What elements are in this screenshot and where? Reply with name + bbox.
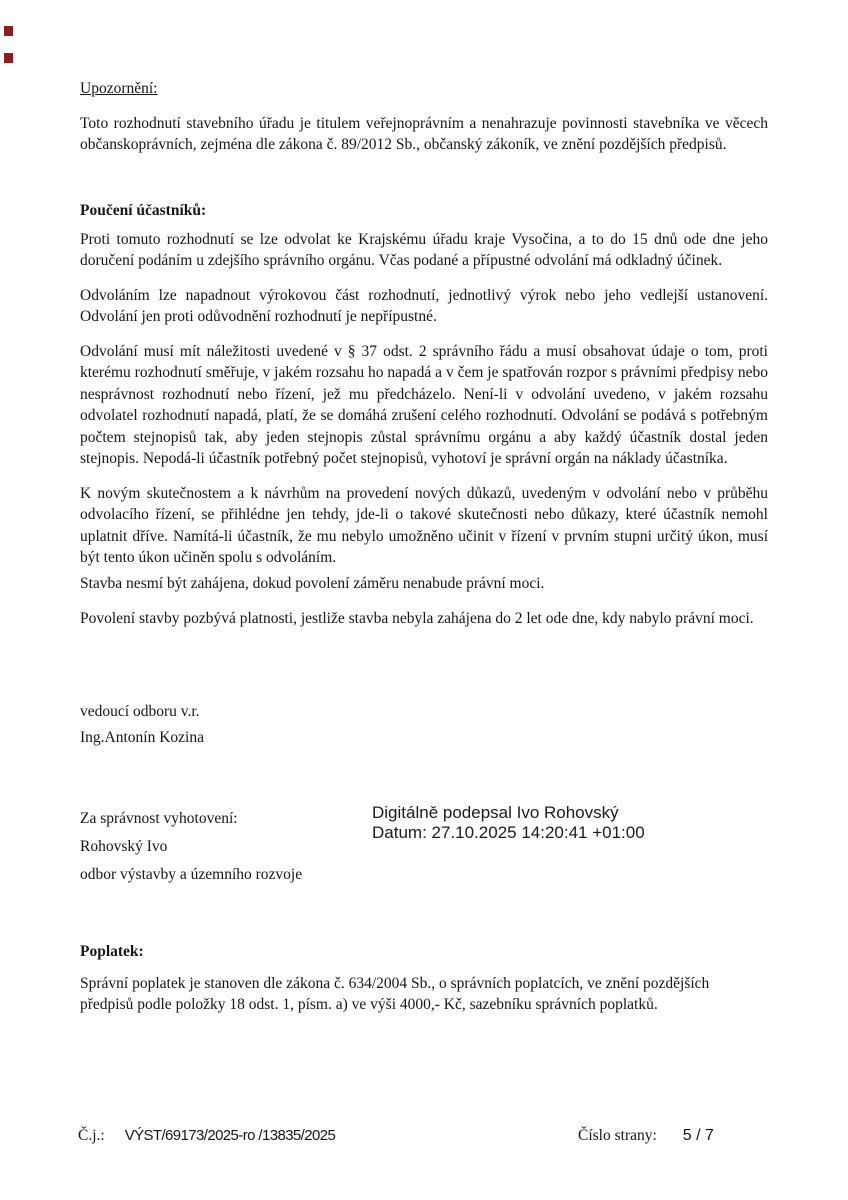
advice-paragraph: Stavba nesmí být zahájena, dokud povolení záměru nenabude právní moci. (80, 575, 545, 592)
advice-paragraph: K novým skutečnostem a k návrhům na provedení nových důkazů, uvedeným v odvolání nebo v průběhu odvolacího řízení, se přihlédne jen tehdy, jde-li o takové skutečnosti nebo důkazy, které účastník nemohl uplatnit dříve. Namítá-li účastník, že mu nebylo umožněno učinit v řízení v prvním stupni určitý úkon, musí být tento úkon učiněn spolu s odvoláním. (80, 484, 768, 566)
signoff-name: Ing.Antonín Kozina (80, 728, 204, 746)
advice-paragraph: Odvoláním lze napadnout výrokovou část rozhodnutí, jednotlivý výrok nebo jeho vedlejší ustanovení. Odvolání jen proti odůvodnění rozhodnutí je nepřípustné. (80, 286, 768, 325)
reference-number-value: VÝST/69173/2025-ro /13835/2025 (124, 1127, 336, 1144)
page-number-block (578, 1127, 714, 1145)
certification-label: Za správnost vyhotovení: (80, 810, 238, 827)
signoff-section (80, 701, 768, 752)
annotation-mark (4, 53, 13, 63)
digital-signature-date: Datum: 27.10.2025 14:20:41 +01:00 (372, 823, 645, 842)
fee-text-line: Správní poplatek je stanoven dle zákona č. 634/2004 Sb., o správních poplatcích, ve znění pozdějších (80, 974, 710, 992)
certification-department: odbor výstavby a územního rozvoje (80, 866, 303, 883)
signoff-title: vedoucí odboru v.r. (80, 703, 200, 720)
page-number-label: Číslo strany: (578, 1127, 657, 1144)
digital-signature-signer: Digitálně podepsal Ivo Rohovský (372, 803, 619, 822)
certification-left-column (80, 808, 302, 892)
fee-section (80, 941, 768, 1016)
annotation-mark (4, 26, 13, 36)
advice-paragraph: Odvolání musí mít náležitosti uvedené v § 37 odst. 2 správního řádu a musí obsahovat údaje o tom, proti kterému rozhodnutí směřuje, v jakém rozsahu ho napadá a v čem je spatřován rozpor s právními předpisy nebo nesprávnost rozhodnutí nebo řízení, jež mu předcházelo. Není-li v odvolání uvedeno, v jakém rozsahu odvolatel rozhodnutí napadá, platí, že se domáhá zrušení celého rozhodnutí. Odvolání se podává s potřebným počtem stejnopisů tak, aby jeden stejnopis zůstal správnímu orgánu a aby každý účastník dostal jeden stejnopis. Nepodá-li účastník potřebný počet stejnopisů, vyhotoví je správní orgán na náklady účastníka. (80, 342, 768, 467)
page-number-value: 5 / 7 (682, 1127, 714, 1144)
fee-text-line: předpisů podle položky 18 odst. 1, písm. a) ve výši 4000,- Kč, sazebníku správních poplatků. (80, 996, 658, 1013)
advice-paragraph: Povolení stavby pozbývá platnosti, jestliže stavba nebyla zahájena do 2 let ode dne, kdy nabylo právní moci. (80, 609, 754, 627)
page-footer (78, 1127, 768, 1151)
certification-name: Rohovský Ivo (80, 838, 168, 855)
digital-signature-block (372, 803, 645, 843)
notice-paragraph: Toto rozhodnutí stavebního úřadu je titulem veřejnoprávním a nenahrazuje povinnosti stavebníka ve věcech občanskoprávních, zejména dle zákona č. 89/2012 Sb., občanský zákoník, ve znění pozdějších předpisů. (80, 114, 768, 153)
advice-heading: Poučení účastníků: (80, 202, 207, 219)
reference-number-label: Č.j.: (78, 1127, 105, 1144)
notice-section (80, 78, 768, 169)
fee-heading: Poplatek: (80, 943, 144, 960)
notice-heading: Upozornění: (80, 80, 158, 97)
advice-paragraph: Proti tomuto rozhodnutí se lze odvolat ke Krajskému úřadu kraje Vysočina, a to do 15 dnů ode dne jeho doručení podáním u zdejšího správního orgánu. Včas podané a přípustné odvolání má odkladný účinek. (80, 230, 768, 269)
appeal-advice-section (80, 200, 768, 642)
certification-section (80, 803, 768, 903)
